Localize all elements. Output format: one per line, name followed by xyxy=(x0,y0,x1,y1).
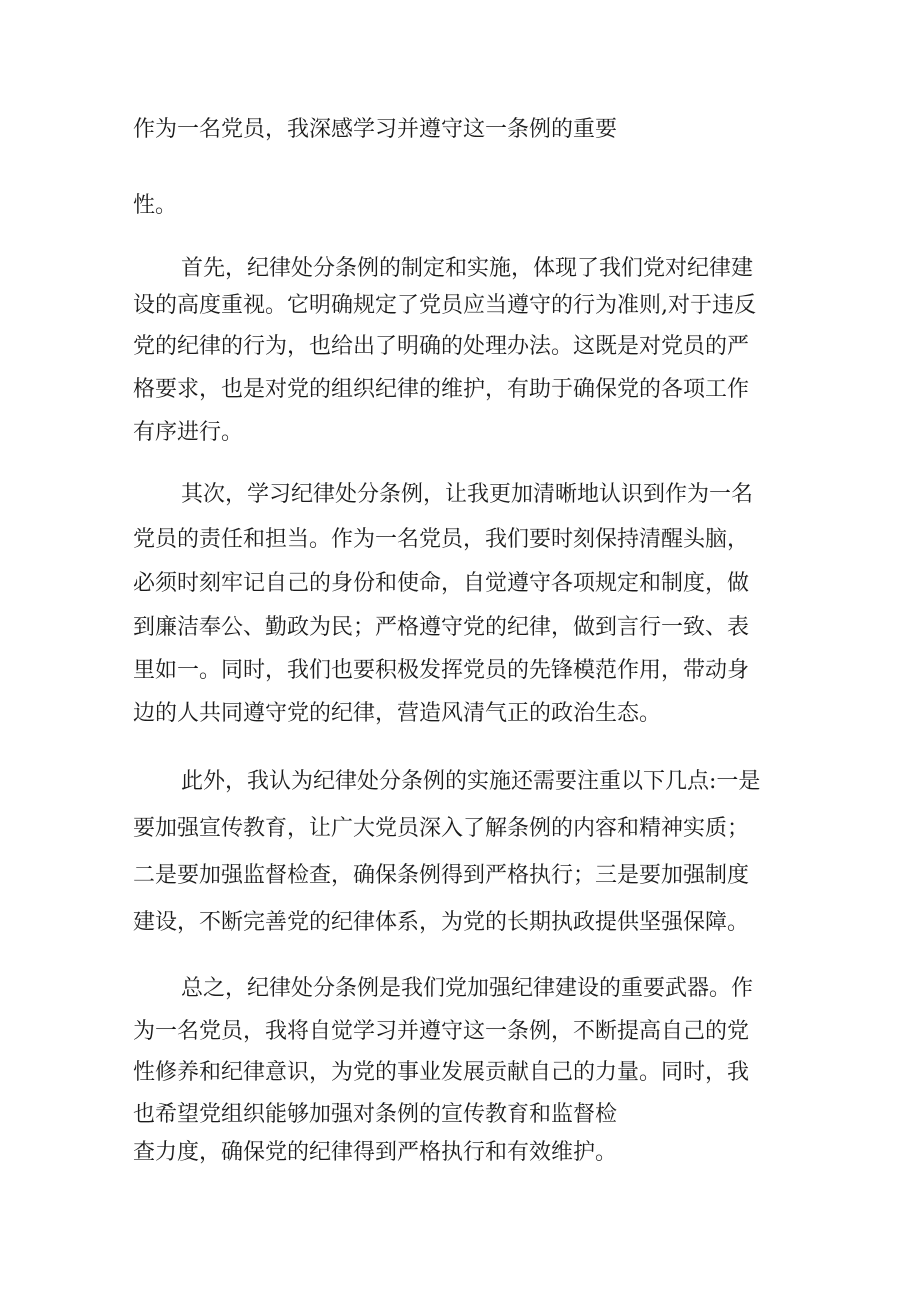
paragraph-line: 此外，我认为纪律处分条例的实施还需要注重以下几点:一是 xyxy=(181,769,761,794)
paragraph-line: 查力度，确保党的纪律得到严格执行和有效维护。 xyxy=(133,1140,618,1165)
paragraph-line: 要加强宣传教育，让广大党员深入了解条例的内容和精神实质； xyxy=(133,816,750,841)
paragraph-line: 也希望党组织能够加强对条例的宣传教育和监督检 xyxy=(133,1102,618,1127)
paragraph-line: 二是要加强监督检查，确保条例得到严格执行；三是要加强制度 xyxy=(133,863,750,888)
paragraph-line: 总之，纪律处分条例是我们党加强纪律建设的重要武器。作 xyxy=(181,976,754,1001)
paragraph-line: 党的纪律的行为，也给出了明确的处理办法。这既是对党员的严 xyxy=(133,334,750,359)
paragraph-line: 到廉洁奉公、勤政为民；严格遵守党的纪律，做到言行一致、表 xyxy=(133,615,750,640)
paragraph-line: 性修养和纪律意识，为党的事业发展贡献自己的力量。同时，我 xyxy=(133,1060,750,1085)
paragraph-line: 建设，不断完善党的纪律体系，为党的长期执政提供坚强保障。 xyxy=(133,910,750,935)
paragraph-line: 设的高度重视。它明确规定了党员应当遵守的行为准则,对于违反 xyxy=(133,293,756,318)
paragraph-line: 首先，纪律处分条例的制定和实施，体现了我们党对纪律建 xyxy=(181,256,754,281)
paragraph-line: 其次，学习纪律处分条例，让我更加清晰地认识到作为一名 xyxy=(181,482,754,507)
paragraph-line: 里如一。同时，我们也要积极发挥党员的先锋模范作用，带动身 xyxy=(133,658,750,683)
paragraph-line: 为一名党员，我将自觉学习并遵守这一条例，不断提高自己的党 xyxy=(133,1019,750,1044)
paragraph-line: 有序进行。 xyxy=(133,420,244,445)
paragraph-line: 边的人共同遵守党的纪律，营造风清气正的政治生态。 xyxy=(133,701,662,726)
paragraph-line: 作为一名党员，我深感学习并遵守这一条例的重要 xyxy=(133,117,618,142)
paragraph-line: 性。 xyxy=(133,193,178,218)
paragraph-line: 党员的责任和担当。作为一名党员，我们要时刻保持清醒头脑， xyxy=(133,527,750,552)
paragraph-line: 格要求，也是对党的组织纪律的维护，有助于确保党的各项工作 xyxy=(133,377,750,402)
paragraph-line: 必须时刻牢记自己的身份和使命，自觉遵守各项规定和制度，做 xyxy=(133,571,750,596)
